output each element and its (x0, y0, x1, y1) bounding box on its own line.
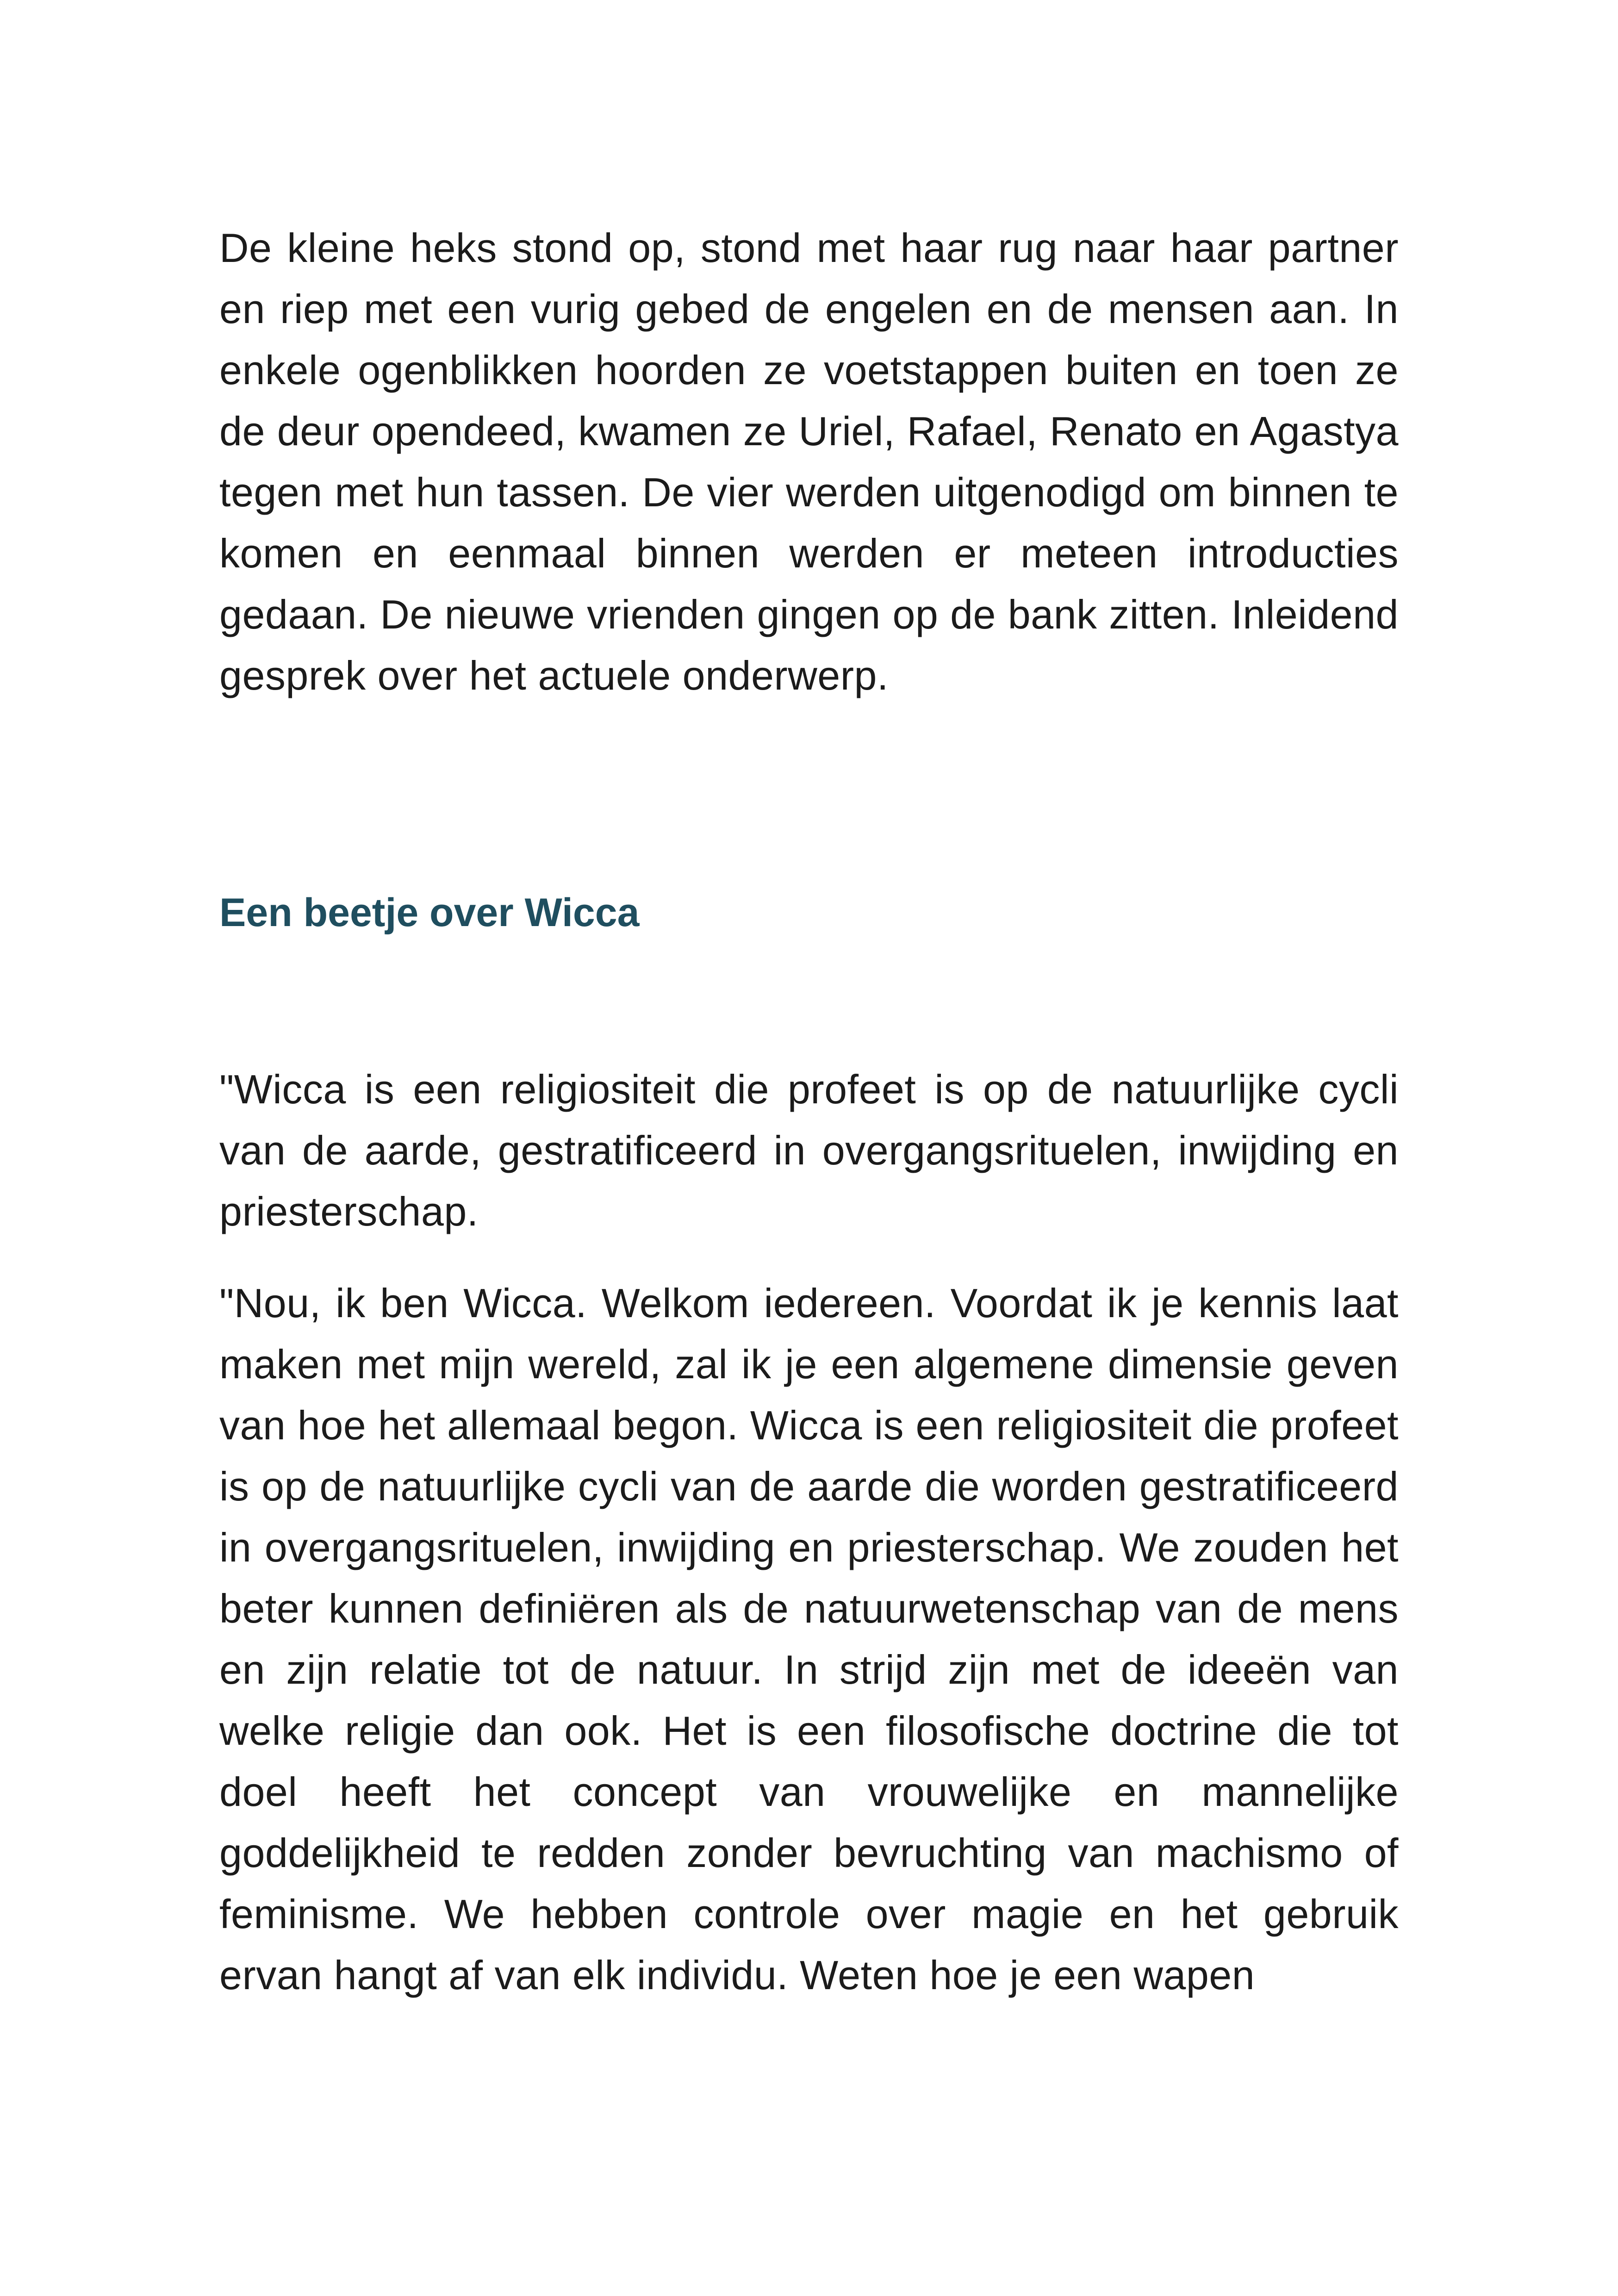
paragraph-intro: De kleine heks stond op, stond met haar rug naar haar partner en riep met een vurig gebed de engelen en de mensen aan. In enkele ogenblikken hoorden ze voetstappen buiten en toen ze de deur opendeed, kwamen ze Uriel, Rafael, Renato en Agastya tegen met hun tassen. De vier werden uitgenodigd om binnen te komen en eenmaal binnen werden er meteen introducties gedaan. De nieuwe vrienden gingen op de bank zitten. Inleidend gesprek over het actuele onderwerp. (219, 225, 1399, 698)
paragraph-wicca-intro: "Nou, ik ben Wicca. Welkom iedereen. Voordat ik je kennis laat maken met mijn wereld, zal ik je een algemene dimensie geven van hoe het allemaal begon. Wicca is een religiositeit die profeet is op de natuurlijke cycli van de aarde die worden gestratificeerd in overgangsrituelen, inwijding en priesterschap. We zouden het beter kunnen definiëren als de natuurwetenschap van de mens en zijn relatie tot de natuur. In strijd zijn met de ideeën van welke religie dan ook. Het is een filosofische doctrine die tot doel heeft het concept van vrouwelijke en mannelijke goddelijkheid te redden zonder bevruchting van machismo of feminisme. We hebben controle over magie en het gebruik ervan hangt af van elk individu. Weten hoe je een wapen (219, 1280, 1399, 1998)
paragraph-quote: "Wicca is een religiositeit die profeet is op de natuurlijke cycli van de aarde, gestratificeerd in overgangsrituelen, inwijding en priesterschap. (219, 1066, 1399, 1234)
page-content (219, 218, 1399, 1998)
section-heading: Een beetje over Wicca (219, 890, 640, 935)
